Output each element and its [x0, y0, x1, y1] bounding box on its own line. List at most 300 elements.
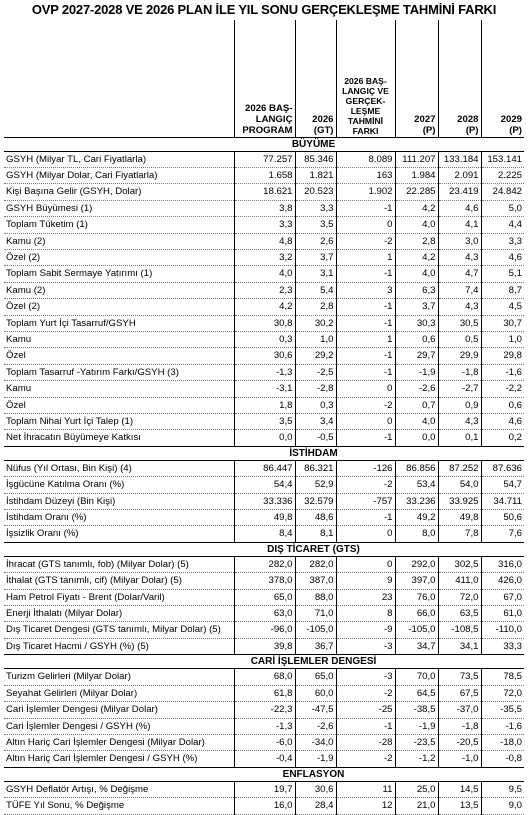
row-value: 5,4: [295, 282, 336, 298]
row-value: -1: [336, 315, 395, 331]
row-value: 13,5: [438, 798, 481, 814]
row-value: -105,0: [295, 622, 336, 638]
row-value: -1,8: [438, 718, 481, 734]
row-value: 411,0: [438, 573, 481, 589]
row-value: 28,4: [295, 798, 336, 814]
row-value: 163: [336, 167, 395, 183]
row-value: 2,6: [295, 233, 336, 249]
row-value: 63,5: [438, 606, 481, 622]
section-left-spacer: [4, 767, 234, 781]
row-value: 5,1: [481, 266, 524, 282]
table-row: [4, 477, 524, 493]
row-value: 29,8: [481, 348, 524, 364]
row-value: 33,3: [481, 638, 524, 654]
row-value: -1,6: [481, 718, 524, 734]
row-value: 0,7: [395, 397, 438, 413]
row-label: GSYH Deflatör Artışı, % Değişme: [4, 781, 234, 797]
table-row: [4, 184, 524, 200]
row-value: -1,8: [438, 364, 481, 380]
section-right-spacer: [395, 542, 524, 556]
row-value: 4,7: [438, 266, 481, 282]
row-value: 72,0: [481, 685, 524, 701]
row-label: Toplam Sabit Sermaye Yatırımı (1): [4, 266, 234, 282]
row-value: 8,0: [395, 526, 438, 542]
row-label: İşgücüne Katılma Oranı (%): [4, 477, 234, 493]
table-row: [4, 200, 524, 216]
row-value: 88,0: [295, 589, 336, 605]
row-value: -0,8: [481, 751, 524, 767]
row-value: -96,0: [234, 622, 295, 638]
row-value: -3: [336, 638, 395, 654]
row-label: Toplam Yurt İçi Tasarruf/GSYH: [4, 315, 234, 331]
row-value: 32.579: [295, 493, 336, 509]
row-value: 8,4: [234, 526, 295, 542]
row-value: 2.091: [438, 167, 481, 183]
row-value: -1,9: [395, 364, 438, 380]
row-value: 4,2: [234, 299, 295, 315]
row-value: -2,2: [481, 381, 524, 397]
row-value: -1: [336, 200, 395, 216]
row-value: 0,6: [395, 331, 438, 347]
row-value: 7,8: [438, 526, 481, 542]
row-value: -105,0: [395, 622, 438, 638]
row-value: 397,0: [395, 573, 438, 589]
row-value: 4,2: [395, 249, 438, 265]
table-row: [4, 315, 524, 331]
row-value: 61,0: [481, 606, 524, 622]
row-value: 2,3: [234, 282, 295, 298]
row-value: -757: [336, 493, 395, 509]
table-row: [4, 430, 524, 446]
row-value: 14,5: [438, 781, 481, 797]
row-value: 1,8: [234, 397, 295, 413]
section-right-spacer: [395, 137, 524, 151]
row-label: Kamu: [4, 381, 234, 397]
row-value: 133.184: [438, 151, 481, 167]
row-value: -1,0: [438, 751, 481, 767]
header-line: PROGRAM: [242, 124, 293, 136]
row-value: 60,0: [295, 685, 336, 701]
row-value: 3,3: [234, 217, 295, 233]
row-value: 3,2: [234, 249, 295, 265]
row-value: 1.821: [295, 167, 336, 183]
row-value: -28: [336, 734, 395, 750]
row-value: -2,6: [395, 381, 438, 397]
row-label: Net İhracatın Büyümeye Katkısı: [4, 430, 234, 446]
row-value: 68,0: [234, 669, 295, 685]
row-value: 0,3: [234, 331, 295, 347]
row-value: 4,3: [438, 299, 481, 315]
row-label: Enerji İthalatı (Milyar Dolar): [4, 606, 234, 622]
row-value: 25,0: [395, 781, 438, 797]
row-value: 426,0: [481, 573, 524, 589]
row-value: 67,0: [481, 589, 524, 605]
row-label: Nüfus (Yıl Ortası, Bin Kişi) (4): [4, 460, 234, 476]
header-2029: [481, 20, 524, 137]
row-value: -47,5: [295, 702, 336, 718]
row-value: 12: [336, 798, 395, 814]
row-label: Özel (2): [4, 299, 234, 315]
row-value: 3,3: [295, 200, 336, 216]
table-row: [4, 685, 524, 701]
table-row: [4, 734, 524, 750]
row-value: 29,2: [295, 348, 336, 364]
row-value: 24.842: [481, 184, 524, 200]
row-value: 8.089: [336, 151, 395, 167]
table-row: [4, 589, 524, 605]
row-value: -1: [336, 348, 395, 364]
header-line: 2026 BAŞ-: [245, 102, 293, 114]
row-value: -1,3: [234, 364, 295, 380]
row-value: 54,7: [481, 477, 524, 493]
row-value: 5,0: [481, 200, 524, 216]
row-value: 1.658: [234, 167, 295, 183]
table-row: [4, 622, 524, 638]
row-value: 3,5: [295, 217, 336, 233]
table-row: [4, 249, 524, 265]
section-left-spacer: [4, 655, 234, 669]
row-value: 1: [336, 331, 395, 347]
row-label: Altın Hariç Cari İşlemler Dengesi (Milyar Dolar): [4, 734, 234, 750]
row-value: 33.925: [438, 493, 481, 509]
row-label: TÜFE Yıl Sonu, % Değişme: [4, 798, 234, 814]
section-title: CARİ İŞLEMLER DENGESİ: [234, 655, 395, 669]
section-right-spacer: [395, 446, 524, 460]
row-value: 4,0: [395, 414, 438, 430]
row-label: Cari İşlemler Dengesi / GSYH (%): [4, 718, 234, 734]
header-line: 2026: [312, 113, 334, 125]
row-value: 316,0: [481, 556, 524, 572]
row-value: -2: [336, 477, 395, 493]
row-value: 30,2: [295, 315, 336, 331]
header-line: GERÇEK-: [345, 95, 386, 106]
row-value: 3,0: [438, 233, 481, 249]
row-value: 53,4: [395, 477, 438, 493]
row-value: 71,0: [295, 606, 336, 622]
row-value: 87.252: [438, 460, 481, 476]
row-value: -0,4: [234, 751, 295, 767]
row-value: 4,6: [481, 249, 524, 265]
row-value: 0,3: [295, 397, 336, 413]
section-title: İSTİHDAM: [234, 446, 395, 460]
header-line: 2029: [500, 113, 522, 125]
table-row: [4, 718, 524, 734]
row-value: 33.336: [234, 493, 295, 509]
section-title: ENFLASYON: [234, 767, 395, 781]
row-value: -2,5: [295, 364, 336, 380]
row-value: 30,8: [234, 315, 295, 331]
table-row: [4, 282, 524, 298]
table-row: [4, 266, 524, 282]
row-value: 18.621: [234, 184, 295, 200]
table-row: [4, 510, 524, 526]
row-value: 1.984: [395, 167, 438, 183]
row-value: 50,6: [481, 510, 524, 526]
row-value: 4,1: [438, 217, 481, 233]
row-value: 61,8: [234, 685, 295, 701]
row-value: -1,2: [395, 751, 438, 767]
table-row: [4, 331, 524, 347]
row-value: 3,7: [295, 249, 336, 265]
row-value: 0,2: [481, 430, 524, 446]
header-difference: [336, 20, 395, 137]
row-label: GSYH (Milyar Dolar, Cari Fiyatlarla): [4, 167, 234, 183]
row-value: -25: [336, 702, 395, 718]
row-value: 4,6: [481, 414, 524, 430]
header-line: 2028: [457, 113, 479, 125]
table-row: [4, 751, 524, 767]
row-value: -20,5: [438, 734, 481, 750]
row-value: 282,0: [295, 556, 336, 572]
row-value: 4,5: [481, 299, 524, 315]
table-row: [4, 233, 524, 249]
row-value: 52,9: [295, 477, 336, 493]
row-value: 64,5: [395, 685, 438, 701]
row-label: Kamu (2): [4, 233, 234, 249]
row-value: 4,4: [481, 217, 524, 233]
row-value: -1: [336, 430, 395, 446]
row-value: -1: [336, 266, 395, 282]
row-value: 3,4: [295, 414, 336, 430]
row-value: 153.141: [481, 151, 524, 167]
row-value: -37,0: [438, 702, 481, 718]
header-line: TAHMİNİ: [347, 115, 384, 126]
row-value: 86.447: [234, 460, 295, 476]
forecast-table: [4, 20, 524, 815]
row-value: 11: [336, 781, 395, 797]
row-value: 19,7: [234, 781, 295, 797]
row-label: Kamu (2): [4, 282, 234, 298]
section-header-row: [4, 655, 524, 669]
row-value: 4,3: [438, 249, 481, 265]
table-row: [4, 151, 524, 167]
row-value: 21,0: [395, 798, 438, 814]
row-value: 6,3: [395, 282, 438, 298]
header-2026-gt: [295, 20, 336, 137]
table-row: [4, 573, 524, 589]
row-value: 72,0: [438, 589, 481, 605]
row-value: -126: [336, 460, 395, 476]
row-value: 4,0: [234, 266, 295, 282]
row-value: 30,6: [234, 348, 295, 364]
table-row: [4, 526, 524, 542]
row-value: 1.902: [336, 184, 395, 200]
row-value: 8,7: [481, 282, 524, 298]
row-value: 0: [336, 217, 395, 233]
row-value: -2,8: [295, 381, 336, 397]
row-value: 1,0: [295, 331, 336, 347]
row-label: İthalat (GTS tanımlı, cif) (Milyar Dolar) (5): [4, 573, 234, 589]
row-value: 34,7: [395, 638, 438, 654]
row-value: 0,9: [438, 397, 481, 413]
table-row: [4, 167, 524, 183]
row-value: 67,5: [438, 685, 481, 701]
section-left-spacer: [4, 542, 234, 556]
row-value: 4,6: [438, 200, 481, 216]
header-line: (P): [509, 124, 522, 136]
row-value: -3: [336, 669, 395, 685]
header-line: 2027: [414, 113, 436, 125]
row-value: -3,1: [234, 381, 295, 397]
row-value: 86.856: [395, 460, 438, 476]
row-value: 29,7: [395, 348, 438, 364]
table-row: [4, 460, 524, 476]
section-right-spacer: [395, 767, 524, 781]
row-value: 49,8: [438, 510, 481, 526]
row-value: -38,5: [395, 702, 438, 718]
table-body: [4, 137, 524, 814]
section-right-spacer: [395, 655, 524, 669]
row-value: 2,8: [395, 233, 438, 249]
row-value: -0,5: [295, 430, 336, 446]
row-value: -1,9: [295, 751, 336, 767]
row-value: 73,5: [438, 669, 481, 685]
row-value: -1: [336, 718, 395, 734]
row-label: Dış Ticaret Hacmi / GSYH (%) (5): [4, 638, 234, 654]
row-value: 282,0: [234, 556, 295, 572]
row-value: 4,2: [395, 200, 438, 216]
row-value: -1: [336, 364, 395, 380]
row-value: 2,8: [295, 299, 336, 315]
row-value: -1,9: [395, 718, 438, 734]
row-label: Cari İşlemler Dengesi (Milyar Dolar): [4, 702, 234, 718]
row-value: 36,7: [295, 638, 336, 654]
row-label: Toplam Tasarruf -Yatırım Farkı/GSYH (3): [4, 364, 234, 380]
row-value: -108,5: [438, 622, 481, 638]
table-row: [4, 669, 524, 685]
row-value: 387,0: [295, 573, 336, 589]
row-value: -2,6: [295, 718, 336, 734]
table-row: [4, 606, 524, 622]
row-value: 9: [336, 573, 395, 589]
row-value: 0,5: [438, 331, 481, 347]
row-value: 3,8: [234, 200, 295, 216]
row-value: 3,7: [395, 299, 438, 315]
header-line: (P): [422, 124, 436, 136]
row-value: 4,0: [395, 217, 438, 233]
header-2028: [438, 20, 481, 137]
row-value: -22,3: [234, 702, 295, 718]
row-value: 34,1: [438, 638, 481, 654]
row-value: 49,2: [395, 510, 438, 526]
row-value: 3,3: [481, 233, 524, 249]
row-value: 378,0: [234, 573, 295, 589]
row-value: -2: [336, 685, 395, 701]
row-label: Turizm Gelirleri (Milyar Dolar): [4, 669, 234, 685]
row-value: 22.285: [395, 184, 438, 200]
row-value: 30,6: [295, 781, 336, 797]
row-value: 76,0: [395, 589, 438, 605]
row-value: 3,5: [234, 414, 295, 430]
row-value: 85.346: [295, 151, 336, 167]
row-value: -2,7: [438, 381, 481, 397]
row-label: Dış Ticaret Dengesi (GTS tanımlı, Milyar Dolar) (5): [4, 622, 234, 638]
header-2027: [395, 20, 438, 137]
header-2026-program: [234, 20, 295, 137]
table-row: [4, 414, 524, 430]
row-label: Kişi Başına Gelir (GSYH, Dolar): [4, 184, 234, 200]
row-label: İşsizlik Oranı (%): [4, 526, 234, 542]
page-title: OVP 2027-2028 VE 2026 PLAN İLE YIL SONU GERÇEKLEŞME TAHMİNİ FARKI: [31, 2, 497, 17]
row-value: 3,1: [295, 266, 336, 282]
section-left-spacer: [4, 446, 234, 460]
row-value: 0: [336, 381, 395, 397]
row-value: 29,9: [438, 348, 481, 364]
table-row: [4, 702, 524, 718]
row-value: 78,5: [481, 669, 524, 685]
header-line: LANGIÇ VE: [342, 85, 389, 96]
row-value: 66,0: [395, 606, 438, 622]
row-value: 8,1: [295, 526, 336, 542]
section-header-row: [4, 767, 524, 781]
row-value: 292,0: [395, 556, 438, 572]
row-value: 0: [336, 556, 395, 572]
row-value: 0,0: [395, 430, 438, 446]
row-value: 7,6: [481, 526, 524, 542]
row-value: 65,0: [234, 589, 295, 605]
row-value: 4,0: [395, 266, 438, 282]
row-value: 0,1: [438, 430, 481, 446]
row-label: İstihdam Oranı (%): [4, 510, 234, 526]
row-value: 33.236: [395, 493, 438, 509]
row-value: 302,5: [438, 556, 481, 572]
row-value: 65,0: [295, 669, 336, 685]
row-value: -35,5: [481, 702, 524, 718]
table-row: [4, 781, 524, 797]
row-value: 30,5: [438, 315, 481, 331]
row-value: 4,8: [234, 233, 295, 249]
row-value: -34,0: [295, 734, 336, 750]
row-value: 9,5: [481, 781, 524, 797]
row-label: İstihdam Düzeyi (Bin Kişi): [4, 493, 234, 509]
header-line: LANGIÇ: [255, 113, 293, 125]
header-line: 2026 BAŞ-: [344, 75, 387, 86]
table-row: [4, 348, 524, 364]
row-label: GSYH Büyümesi (1): [4, 200, 234, 216]
header-line: (P): [465, 124, 479, 136]
section-header-row: [4, 137, 524, 151]
table-row: [4, 556, 524, 572]
section-header-row: [4, 446, 524, 460]
row-value: 1: [336, 249, 395, 265]
section-title: DIŞ TİCARET (GTS): [234, 542, 395, 556]
header-line: FARKI: [352, 125, 379, 136]
row-value: 87.636: [481, 460, 524, 476]
row-label: Özel: [4, 397, 234, 413]
row-value: 3: [336, 282, 395, 298]
row-value: -110,0: [481, 622, 524, 638]
section-title: BÜYÜME: [234, 137, 395, 151]
header-line: LEŞME: [350, 105, 381, 116]
row-label: İhracat (GTS tanımlı, fob) (Milyar Dolar) (5): [4, 556, 234, 572]
row-value: 34.711: [481, 493, 524, 509]
row-value: 8: [336, 606, 395, 622]
row-value: 49,8: [234, 510, 295, 526]
row-value: 30,7: [481, 315, 524, 331]
row-label: Altın Hariç Cari İşlemler Dengesi / GSYH (%): [4, 751, 234, 767]
row-value: -23,5: [395, 734, 438, 750]
row-value: 54,4: [234, 477, 295, 493]
row-value: -1,6: [481, 364, 524, 380]
row-value: -2: [336, 751, 395, 767]
row-value: -1,3: [234, 718, 295, 734]
header-row: [4, 20, 524, 137]
row-value: 0,6: [481, 397, 524, 413]
row-value: 4,3: [438, 414, 481, 430]
row-value: -6,0: [234, 734, 295, 750]
table-row: [4, 364, 524, 380]
row-value: 0,0: [234, 430, 295, 446]
